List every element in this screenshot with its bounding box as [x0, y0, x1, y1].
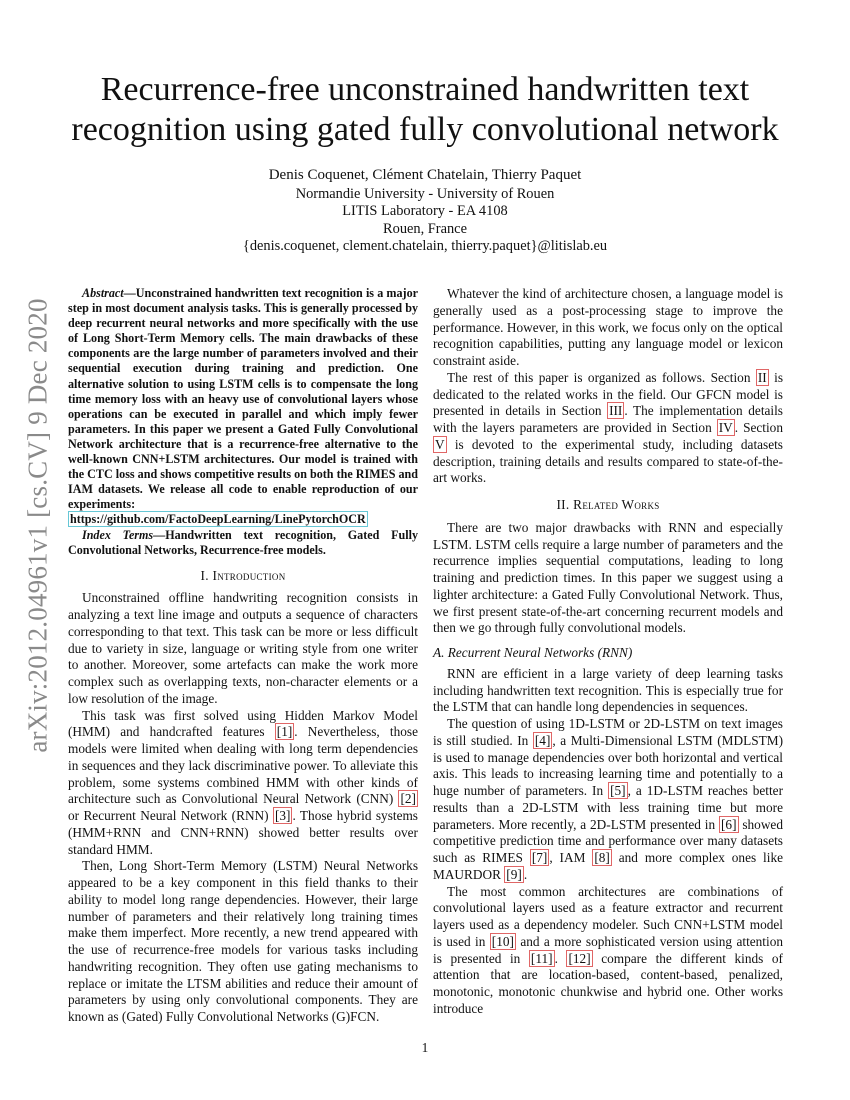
related-paragraph-3 [433, 716, 783, 884]
text-run: . [523, 866, 528, 882]
text-run: . Those hybrid systems (HMM+RNN and CNN+RNN) showed better results over standard HMM. [68, 808, 418, 857]
title-line-2: recognition using gated fully convolutional network [71, 111, 779, 148]
text-run: , IAM [549, 850, 593, 865]
intro-paragraph-4: Whatever the kind of architecture chosen, a language model is generally used as a post-processing stage to improve the performance. However, in this work, we focus only on the optical recognition capabilities, putting any language model or lexicon constraint aside. [433, 286, 783, 368]
citation-link[interactable]: [10] [491, 933, 514, 949]
subsection-heading-rnn: A. Recurrent Neural Networks (RNN) [433, 645, 633, 660]
section-heading-related-works [433, 497, 783, 514]
citation-link[interactable]: [5] [610, 783, 626, 798]
section-link[interactable]: V [435, 436, 445, 452]
paper-title [40, 70, 810, 150]
related-paragraph-2: RNN are efficient in a large variety of deep learning tasks including handwritten text recognition. This is especially true for the LSTM that can handle long dependencies in sequences. [433, 665, 783, 715]
arxiv-identifier-text: arXiv:2012.04961v1 [cs.CV] 9 Dec 2020 [22, 297, 53, 753]
citation-link[interactable]: [1] [276, 724, 293, 740]
citation-link[interactable]: [2] [400, 791, 416, 807]
intro-paragraph-1: Unconstrained offline handwriting recognition consists in analyzing a text line image and outputs a sequence of characters corresponding to that text. This task can be more or less difficult due to variety in size, language or writing style from one writer to another. Moreover, some artefacts can make the work more complex such as overlapping texts, non-character elements or a low resolution of the image. [68, 590, 418, 706]
arxiv-identifier [12, 290, 64, 760]
text-run: The question of using 1D-LSTM or 2D-LSTM on text images is still studied. In [433, 716, 783, 748]
text-run: , a Multi-Dimensional LSTM (MDLSTM) is used to manage dependencies over both horizontal and vertical axis. This leads to increasing learning time and potentially to a huge number of parameters. In [433, 732, 783, 798]
section-heading-introduction [68, 568, 418, 585]
affiliation-lab: LITIS Laboratory - EA 4108 [342, 203, 508, 219]
title-line-1: Recurrence-free unconstrained handwritten text [100, 71, 750, 108]
text-run: . [554, 950, 567, 966]
affiliation-city: Rouen, France [383, 220, 467, 237]
abstract-lead: Abstract [82, 286, 124, 300]
section-link[interactable]: II [757, 369, 767, 385]
right-column [433, 286, 783, 1018]
citation-link[interactable]: [11] [530, 950, 553, 966]
text-run: The most common architectures are combinations of convolutional layers used as a feature extractor and recurrent layers used as a dependency modeler. Such CNN+LSTM model is used in [433, 883, 783, 949]
text-run: This task was first solved using Hidden Markov Model (HMM) and handcrafted features [68, 707, 418, 740]
related-paragraph-1: There are two major drawbacks with RNN and especially LSTM. LSTM cells require a large number of parameters and the recurrence implies sequential computations, leading to long training and prediction times. In this paper we suggest using a lighter architecture: a Gated Fully Convolutional Network. Thus, we first present state-of-the-art concerning recurrent models and then we go through fully convolutional models. [433, 519, 783, 636]
author-block [100, 167, 750, 256]
citation-link[interactable]: [3] [274, 808, 291, 824]
citation-link[interactable]: [12] [568, 950, 591, 966]
text-run: compare the different kinds of attention that are location-based, content-based, penalized, monotonic, monotonic chunkwise and hybrid one. Other works introduce [433, 950, 783, 1016]
text-run: is dedicated to the related works in the field. Our GFCN model is presented in details in Section [433, 369, 783, 419]
section-number: I. [200, 567, 209, 583]
intro-paragraph-5 [433, 370, 783, 487]
related-paragraph-4 [433, 884, 783, 1018]
index-terms-text: —Handwritten text recognition, Gated Fully Convolutional Networks, Recurrence-free models. [68, 527, 418, 557]
text-run: . Section [734, 420, 783, 435]
abstract-text: —Unconstrained handwritten text recognition is a major step in most document analysis tasks. This is generally processed by deep recurrent neural networks and more specifically with the use of Long Short-Term Memory cells. The main drawbacks of these components are the large number of parameters involved and their sequential execution during training and prediction. One alternative solution to using LSTM cells is to compensate the long time memory loss with an heavy use of convolutional layers whose operations can be executed in parallel and which imply fewer parameters. In this paper we present a Gated Fully Convolutional Network architecture that is a recurrence-free alternative to the well-known CNN+LSTM architectures. Our model is trained with the CTC loss and shows competitive results on both the RIMES and IAM datasets. We release all code to enable reproduction of our experiments: [68, 286, 418, 512]
citation-link[interactable]: [7] [531, 850, 548, 865]
section-number: II. [556, 497, 570, 512]
text-run: . Nevertheless, those models were limited when dealing with long term dependencies in sequences and they lack discriminative power. To alleviate this problem, some systems combined HMM with other kinds of architecture such as Convolutional Neural Network (CNN) [68, 724, 418, 807]
citation-link[interactable]: [9] [506, 866, 522, 882]
text-run: . The implementation details with the layers parameters are provided in Section [433, 403, 783, 435]
section-title: Related Works [573, 497, 660, 512]
index-terms-lead: Index Terms [82, 527, 154, 542]
page-number: 1 [421, 1040, 429, 1055]
citation-link[interactable]: [8] [594, 850, 610, 865]
text-run: or Recurrent Neural Network (RNN) [68, 808, 273, 824]
intro-paragraph-3: Then, Long Short-Term Memory (LSTM) Neural Networks appeared to be a key component in this field thanks to their ability to model long range dependencies. However, their large number of parameters and their relatively long training times make them imperfect. More recently, a new trend appeared with the use of recurrence-free models for various tasks including handwriting recognition. They often use gating mechanisms to replace or imitate the LTSM abilities and reduce their amount of parameters by using only convolutional components. They are known as (Gated) Fully Convolutional Networks (G)FCN. [68, 858, 418, 1025]
abstract [68, 286, 418, 528]
author-names: Denis Coquenet, Clément Chatelain, Thierry Paquet [268, 167, 582, 183]
section-title: Introduction [212, 567, 286, 583]
intro-paragraph-2 [68, 708, 418, 859]
text-run: The rest of this paper is organized as follows. Section [447, 369, 756, 385]
section-link[interactable]: III [609, 403, 623, 419]
text-run: and a more sophisticated version using attention is presented in [433, 933, 783, 966]
left-column [68, 286, 418, 1026]
text-run: and more complex ones like MAURDOR [433, 850, 783, 882]
text-run: , a 1D-LSTM reaches better results than a 2D-LSTM with less training time but more parameters. More recently, a 2D-LSTM presented in [433, 783, 783, 832]
author-emails: {denis.coquenet, clement.chatelain, thierry.paquet}@litislab.eu [242, 238, 608, 254]
index-terms [68, 528, 418, 558]
affiliation-university: Normandie University - University of Rouen [295, 185, 555, 202]
text-run: showed competitive prediction time and performance over many datasets such as RIMES [433, 816, 783, 865]
section-link[interactable]: IV [718, 420, 733, 435]
github-link[interactable]: https://github.com/FactoDeepLearning/LinePytorchOCR [70, 512, 366, 527]
text-run: is devoted to the experimental study, including datasets description, training details and results compared to state-of-the-art works. [433, 436, 783, 486]
citation-link[interactable]: [4] [534, 732, 551, 748]
citation-link[interactable]: [6] [721, 816, 737, 832]
